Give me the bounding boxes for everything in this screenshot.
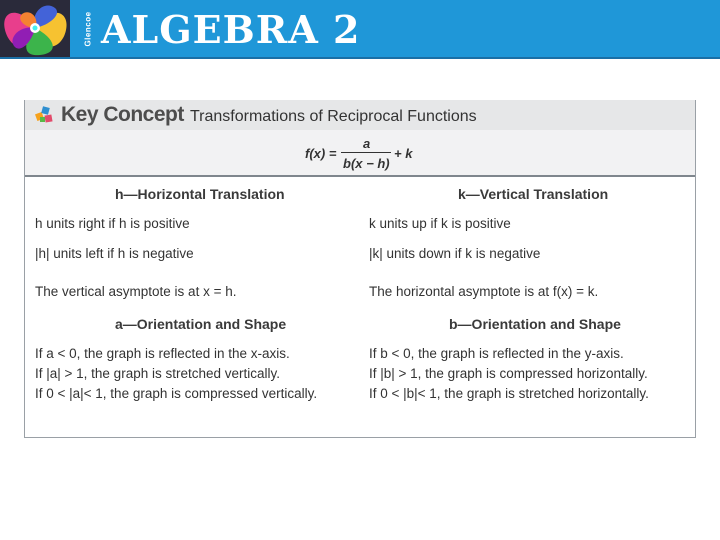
swirl-logo-icon — [0, 0, 70, 57]
key-concept-icon — [35, 105, 55, 125]
k-section-heading: k—Vertical Translation — [458, 186, 609, 202]
a-line-3: If 0 < |a|< 1, the graph is compressed vertically. — [35, 386, 318, 401]
key-concept-header — [25, 100, 695, 130]
h-line-3: The vertical asymptote is at x = h. — [35, 284, 237, 299]
b-line-1: If b < 0, the graph is reflected in the y-axis. — [369, 346, 624, 361]
k-line-3: The horizontal asymptote is at f(x) = k. — [369, 284, 599, 299]
key-concept-box — [24, 100, 696, 438]
formula-numerator: a — [363, 136, 371, 151]
b-line-2: If |b| > 1, the graph is compressed horizontally. — [369, 366, 648, 381]
formula-band — [25, 130, 695, 177]
a-line-2: If |a| > 1, the graph is stretched vertically. — [35, 366, 281, 381]
a-section-heading: a—Orientation and Shape — [115, 316, 287, 332]
formula-lhs: f(x) = — [305, 146, 337, 161]
formula-denominator: b(x − h) — [343, 156, 390, 171]
header-divider — [0, 57, 720, 59]
h-section-heading: h—Horizontal Translation — [115, 186, 285, 202]
a-line-1: If a < 0, the graph is reflected in the x-axis. — [35, 346, 290, 361]
k-line-2: |k| units down if k is negative — [369, 246, 541, 261]
b-line-3: If 0 < |b|< 1, the graph is stretched horizontally. — [369, 386, 649, 401]
key-concept-subtitle: Transformations of Reciprocal Functions — [190, 108, 477, 125]
fraction-bar — [341, 152, 391, 153]
b-section-heading: b—Orientation and Shape — [449, 316, 621, 332]
formula-rhs: + k — [394, 146, 413, 161]
page-title: ALGEBRA 2 — [101, 7, 361, 52]
h-line-2: |h| units left if h is negative — [35, 246, 194, 261]
reciprocal-formula — [305, 134, 445, 174]
header-bar — [0, 0, 720, 57]
h-line-1: h units right if h is positive — [35, 216, 190, 231]
publisher-name: Glencoe — [83, 10, 93, 47]
key-concept-label: Key Concept — [61, 103, 184, 126]
k-line-1: k units up if k is positive — [369, 216, 511, 231]
